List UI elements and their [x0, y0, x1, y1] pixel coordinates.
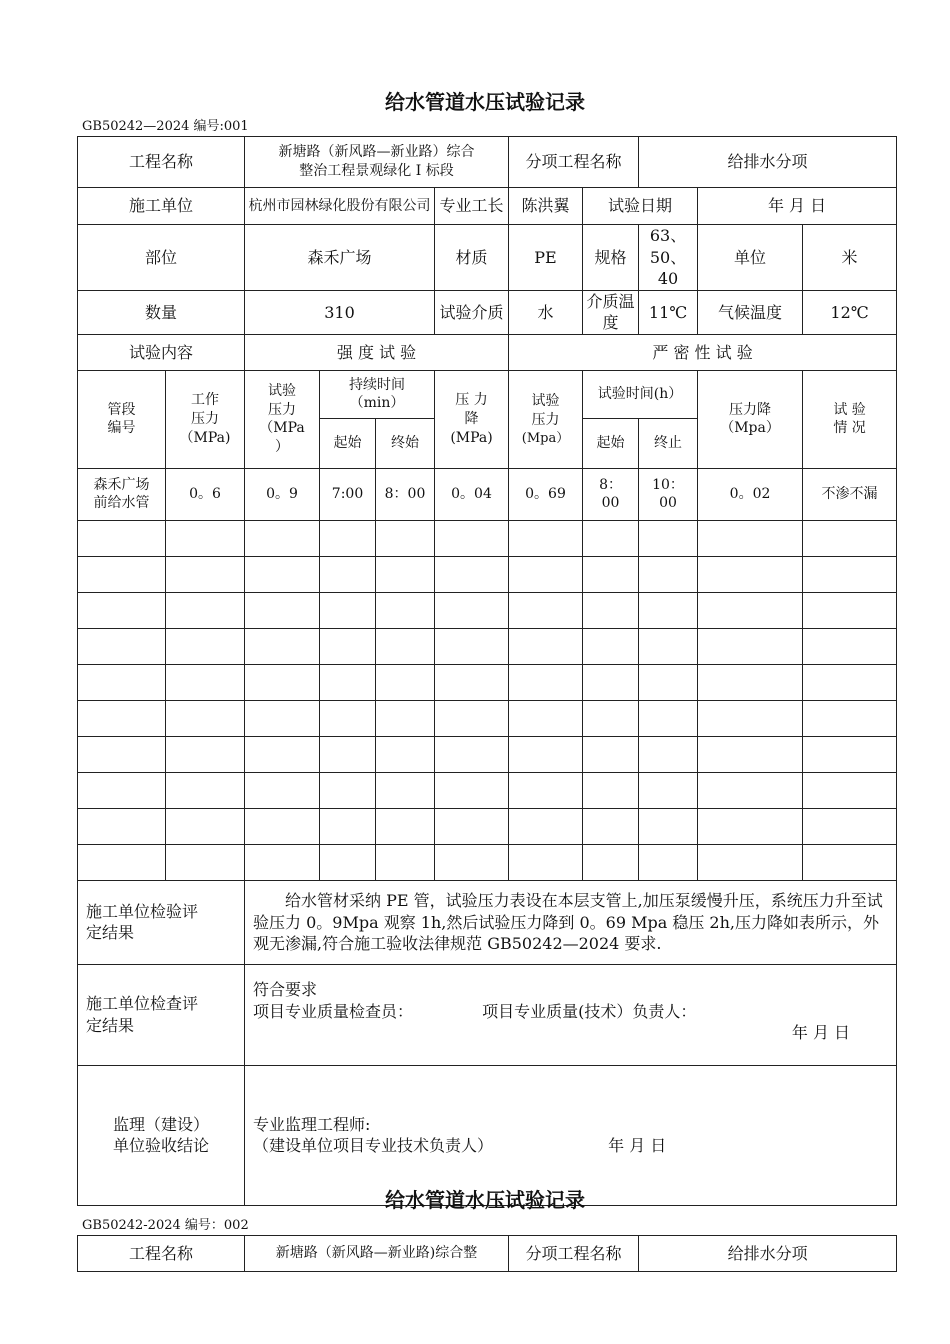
quantity-label: 数量	[78, 290, 245, 334]
work-pressure-cell: 0。6	[166, 468, 245, 520]
empty-row	[78, 664, 897, 700]
doc-code-2: GB50242-2024 编号：002	[82, 1218, 249, 1233]
test-date-value: 年 月 日	[698, 188, 897, 225]
supervision-engineer-label: 专业监理工程师:	[253, 1114, 371, 1134]
duration-end-cell: 8：00	[376, 468, 435, 520]
work-pressure-header: 工作 压力 （MPa)	[166, 370, 245, 468]
location-label: 部位	[78, 225, 245, 291]
test-medium-value: 水	[509, 290, 583, 334]
duration-end-header: 终始	[376, 418, 435, 468]
location-value: 森禾广场	[245, 225, 435, 291]
project-name-label: 工程名称	[78, 137, 245, 188]
duration-start-header: 起始	[320, 418, 376, 468]
record-table-2	[77, 1235, 897, 1272]
empty-row	[78, 808, 897, 844]
test-date-label: 试验日期	[583, 188, 698, 225]
sub-project-value: 给排水分项	[639, 137, 897, 188]
empty-row	[78, 628, 897, 664]
pipe-section-cell: 森禾广场 前给水管	[78, 468, 166, 520]
construction-unit-label: 施工单位	[78, 188, 245, 225]
inspection-result-label: 施工单位检验评 定结果	[78, 880, 245, 964]
test-medium-label: 试验介质	[435, 290, 509, 334]
measure-unit-value: 米	[803, 225, 897, 291]
test-result-cell: 不渗不漏	[803, 468, 897, 520]
owner-tech-lead-label: （建设单位项目专业技术负责人）	[253, 1136, 494, 1156]
empty-row	[78, 556, 897, 592]
supervision-label: 监理（建设） 单位验收结论	[78, 1065, 245, 1205]
project-name-value: 新塘路（新风路—新业路）综合 整治工程景观绿化 I 标段	[245, 137, 509, 188]
tight-pressure-drop-cell: 0。02	[698, 468, 803, 520]
foreman-value: 陈洪翼	[509, 188, 583, 225]
check-result-date: 年 月 日	[791, 1023, 851, 1043]
empty-row	[78, 592, 897, 628]
pressure-drop-cell: 0。04	[435, 468, 509, 520]
test-content-label: 试验内容	[78, 334, 245, 370]
sub-project-label-2: 分项工程名称	[509, 1236, 639, 1272]
construction-unit-value: 杭州市园林绿化股份有限公司	[245, 188, 435, 225]
medium-temp-label: 介质温度	[583, 290, 639, 334]
time-end-header: 终止	[639, 418, 698, 468]
air-temp-label: 气候温度	[698, 290, 803, 334]
empty-row	[78, 844, 897, 880]
quantity-value: 310	[245, 290, 435, 334]
supervision-date: 年 月 日	[608, 1136, 667, 1156]
pressure-drop-header: 压 力 降 (MPa)	[435, 370, 509, 468]
test-pressure-cell: 0。9	[245, 468, 320, 520]
strength-test-heading: 强 度 试 验	[245, 334, 509, 370]
record-table	[77, 136, 897, 1206]
duration-start-cell: 7:00	[320, 468, 376, 520]
empty-row	[78, 736, 897, 772]
table-row	[78, 468, 897, 520]
test-pressure-header: 试验 压力 （MPa ）	[245, 370, 320, 468]
material-label: 材质	[435, 225, 509, 291]
time-end-cell: 10： 00	[639, 468, 698, 520]
tight-test-pressure-header: 试验 压力 (Mpa）	[509, 370, 583, 468]
doc-title-2: 给水管道水压试验记录	[385, 1188, 585, 1212]
time-start-cell: 8： 00	[583, 468, 639, 520]
empty-row	[78, 772, 897, 808]
check-result-text: 符合要求	[253, 979, 318, 999]
tight-test-pressure-cell: 0。69	[509, 468, 583, 520]
spec-value: 63、50、 40	[639, 225, 698, 291]
project-name-label-2: 工程名称	[78, 1236, 245, 1272]
air-temp-value: 12℃	[803, 290, 897, 334]
pipe-section-header: 管段 编号	[78, 370, 166, 468]
sub-project-label: 分项工程名称	[509, 137, 639, 188]
empty-row	[78, 700, 897, 736]
empty-row	[78, 520, 897, 556]
medium-temp-value: 11℃	[639, 290, 698, 334]
sub-project-value-2: 给排水分项	[639, 1236, 897, 1272]
test-time-header: 试验时间(h）	[583, 370, 698, 418]
spec-label: 规格	[583, 225, 639, 291]
project-name-value-2: 新塘路（新风路—新业路)综合整	[245, 1236, 509, 1272]
check-result-label: 施工单位检查评 定结果	[78, 964, 245, 1065]
quality-inspector-label: 项目专业质量检查员：	[253, 1001, 414, 1021]
doc-code: GB50242—2024 编号:001	[82, 119, 249, 134]
tight-pressure-drop-header: 压力降 （Mpa）	[698, 370, 803, 468]
test-result-header: 试 验 情 况	[803, 370, 897, 468]
foreman-label: 专业工长	[435, 188, 509, 225]
tightness-test-heading: 严 密 性 试 验	[509, 334, 897, 370]
quality-manager-label: 项目专业质量(技术）负责人：	[482, 1001, 697, 1021]
material-value: PE	[509, 225, 583, 291]
check-result-block	[245, 964, 897, 1065]
inspection-result-text: 给水管材采纳 PE 管，试验压力表设在本层支管上,加压泵缓慢升压，系统压力升至试验压力 0。9Mpa 观察 1h,然后试验压力降到 0。69 Mpa 稳压 2h,压力降如表所示，外观无渗漏,符合施工验收法律规范 GB50242—2024 要求.	[245, 880, 897, 964]
doc-title: 给水管道水压试验记录	[385, 90, 585, 114]
duration-header: 持续时间 （min）	[320, 370, 435, 418]
time-start-header: 起始	[583, 418, 639, 468]
measure-unit-label: 单位	[698, 225, 803, 291]
